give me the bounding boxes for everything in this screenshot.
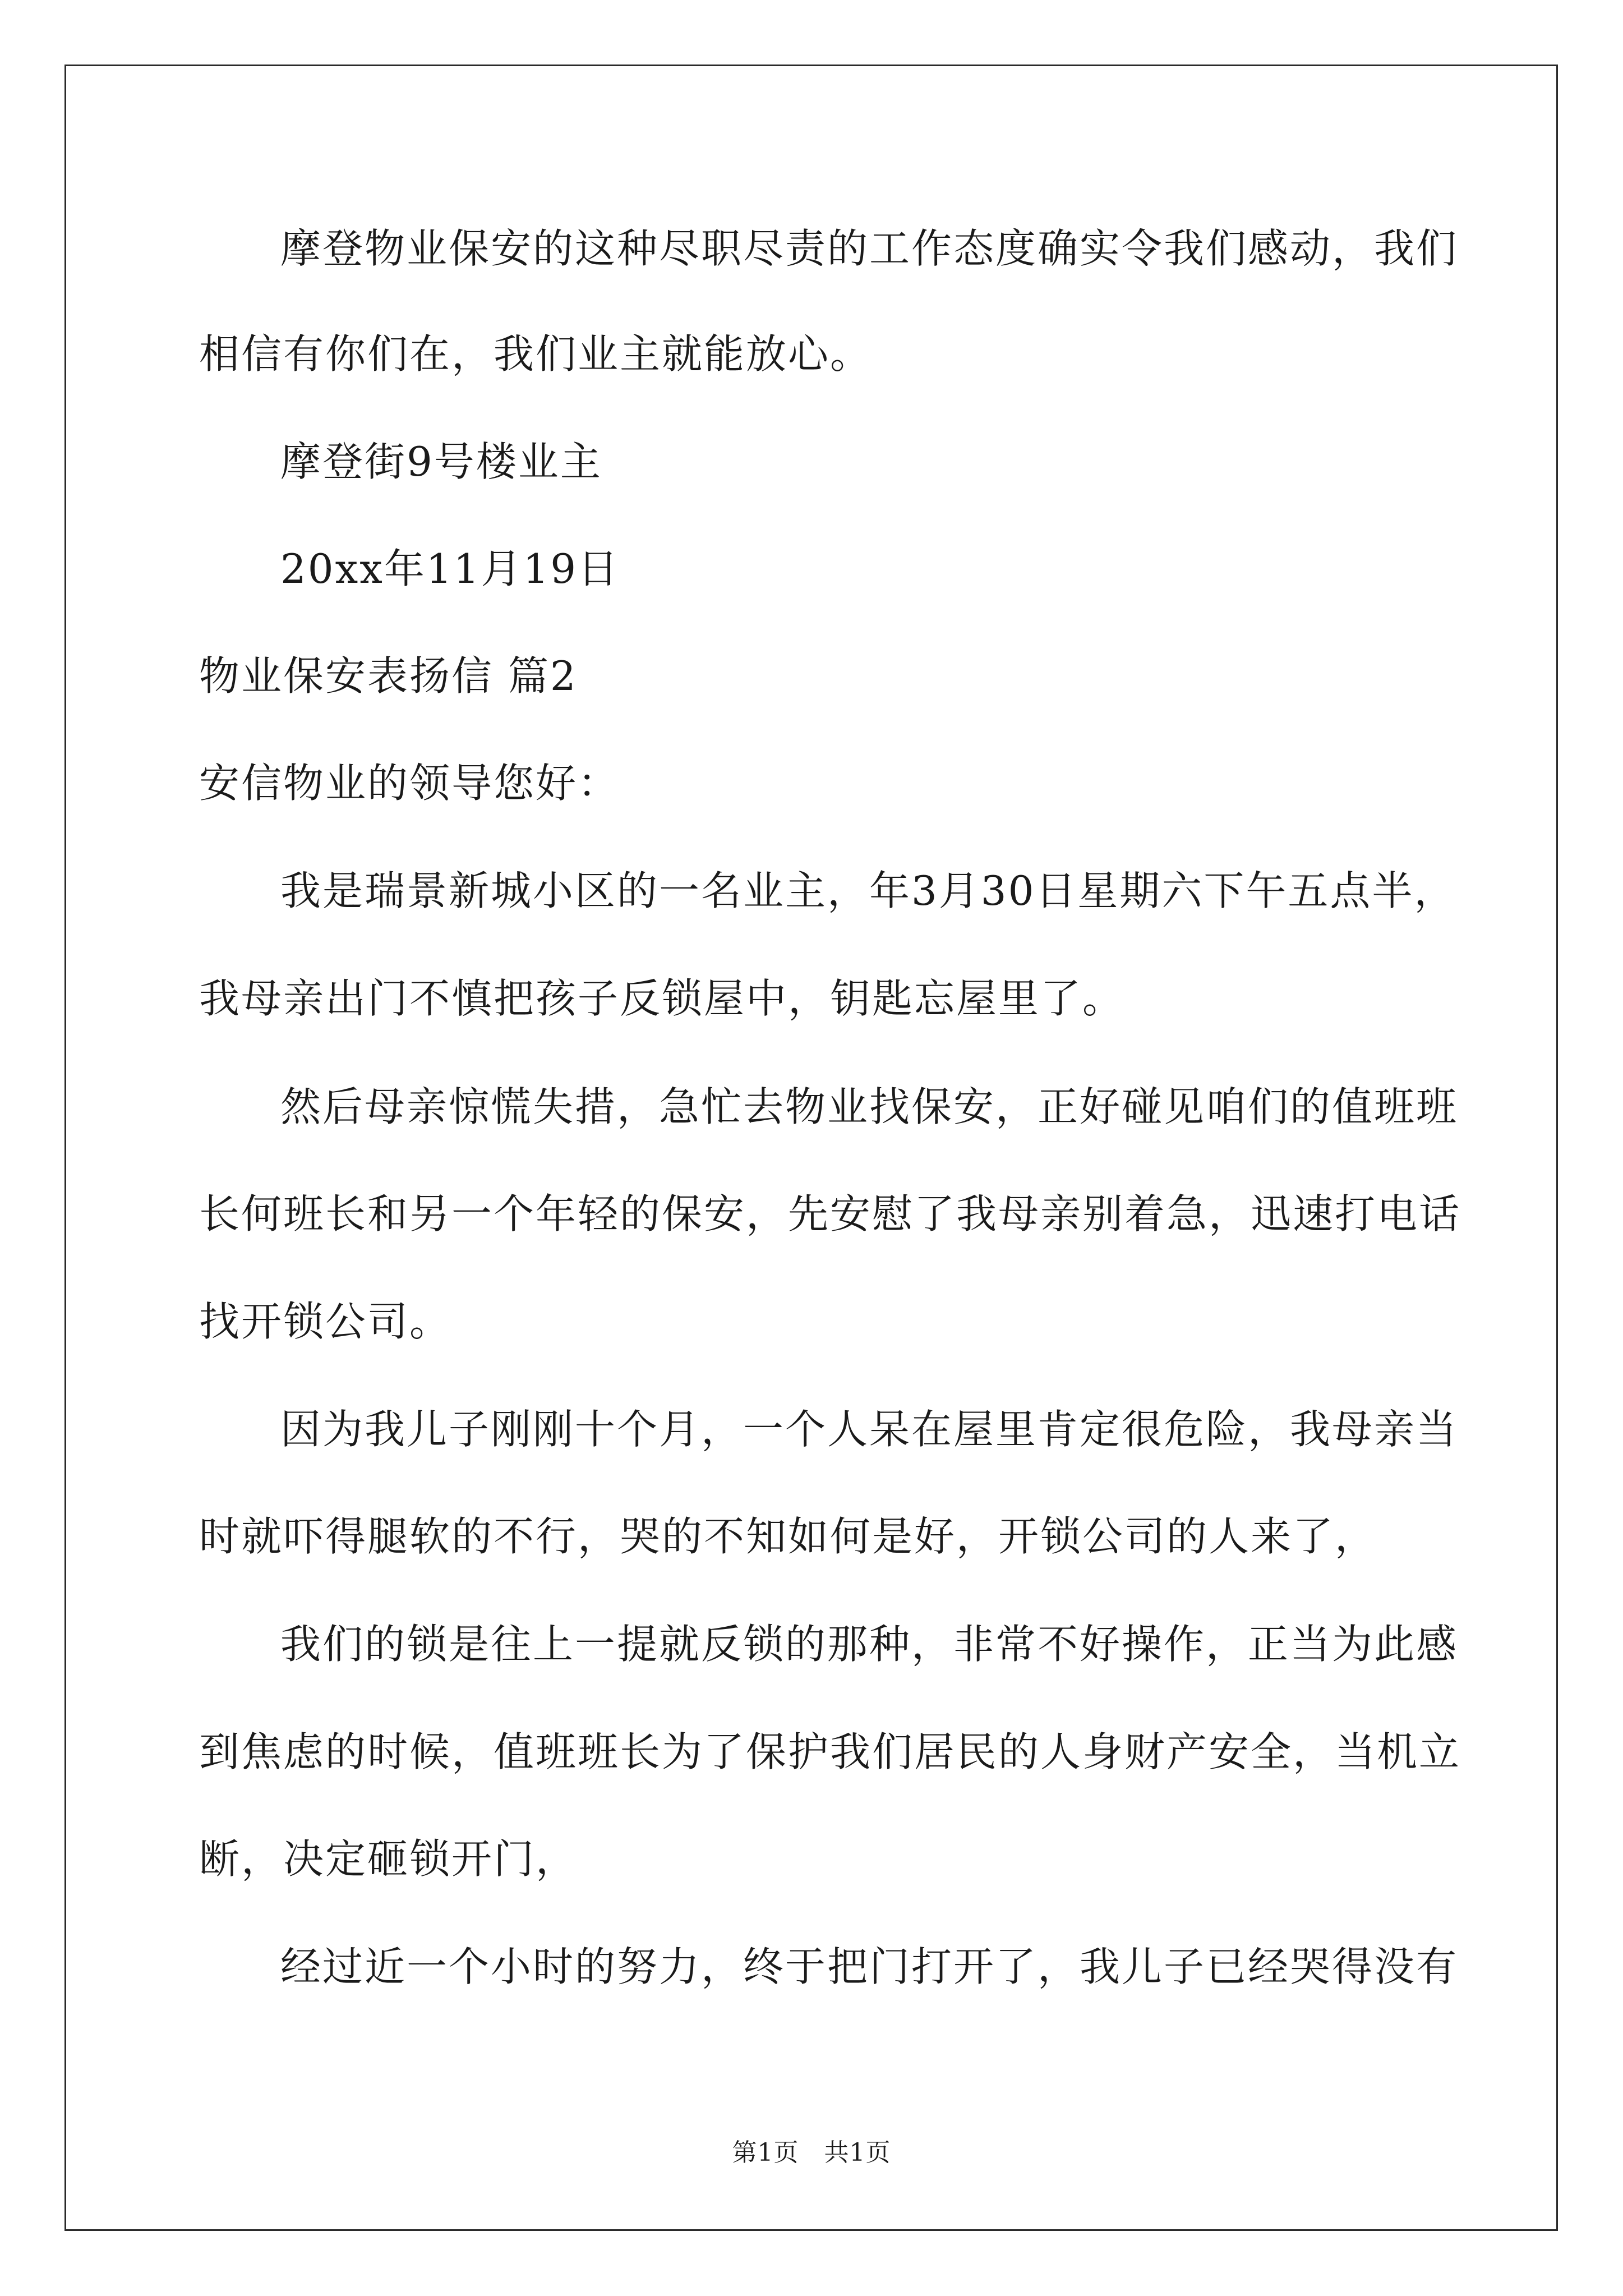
paragraph-line: 找开锁公司。	[199, 1298, 452, 1345]
paragraph-line: 断，决定砸锁开门，	[199, 1835, 578, 1883]
section-title: 物业保安表扬信 篇2	[199, 652, 578, 700]
paragraph-line: 因为我儿子刚刚十个月，一个人呆在屋里肯定很危险，我母亲当	[280, 1406, 1459, 1453]
paragraph-line: 相信有你们在，我们业主就能放心。	[199, 330, 873, 378]
paragraph-line: 时就吓得腿软的不行，哭的不知如何是好，开锁公司的人来了，	[199, 1513, 1377, 1560]
paragraph-line: 摩登物业保安的这种尽职尽责的工作态度确实令我们感动，我们	[280, 225, 1459, 272]
paragraph-line: 到焦虑的时候，值班班长为了保护我们居民的人身财产安全，当机立	[199, 1728, 1461, 1775]
paragraph-line: 长何班长和另一个年轻的保安，先安慰了我母亲别着急，迅速打电话	[199, 1190, 1461, 1237]
date-line: 20xx年11月19日	[280, 545, 620, 592]
signature-line: 摩登街9号楼业主	[280, 438, 602, 485]
paragraph-line: 我是瑞景新城小区的一名业主，年3月30日星期六下午五点半，	[280, 867, 1456, 914]
salutation: 安信物业的领导您好：	[199, 760, 620, 807]
paragraph-line: 然后母亲惊慌失措，急忙去物业找保安，正好碰见咱们的值班班	[280, 1083, 1459, 1130]
paragraph-line: 我们的锁是往上一提就反锁的那种，非常不好操作，正当为此感	[280, 1621, 1459, 1668]
paragraph-line: 经过近一个小时的努力，终于把门打开了，我儿子已经哭得没有	[280, 1943, 1459, 1990]
paragraph-line: 我母亲出门不慎把孩子反锁屋中，钥匙忘屋里了。	[199, 975, 1125, 1022]
page-footer: 第1页 共1页	[732, 2138, 891, 2167]
page-border	[64, 65, 1558, 2231]
